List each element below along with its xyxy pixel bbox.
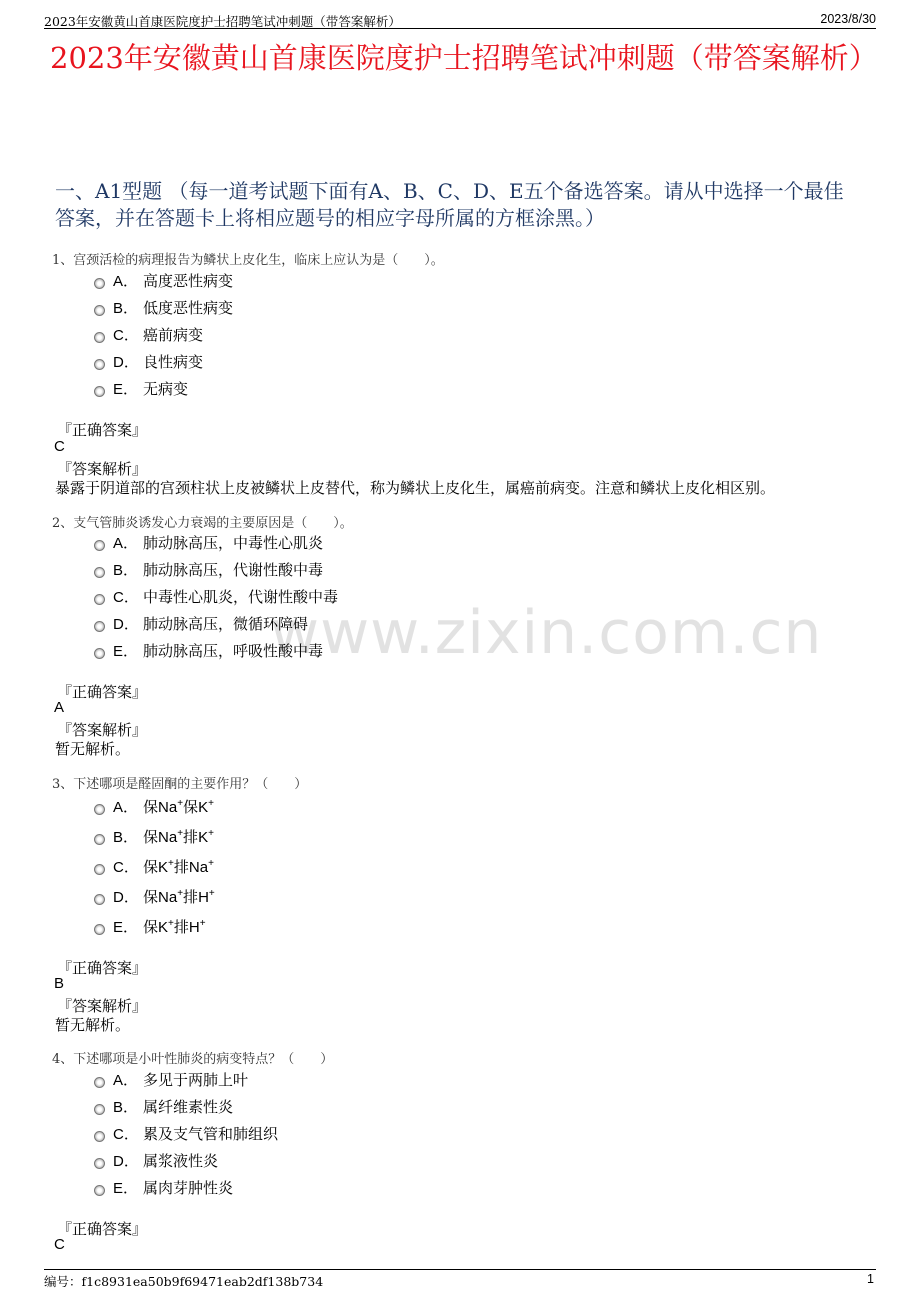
document-id: 编号：f1c8931ea50b9f69471eab2df138b734	[44, 1274, 324, 1289]
option-text: 累及支气管和肺组织	[143, 1125, 279, 1143]
analysis-text: 暴露于阴道部的宫颈柱状上皮被鳞状上皮替代，称为鳞状上皮化生，属癌前病变。注意和鳞状上皮化相区别。	[55, 479, 776, 497]
option-row[interactable]	[94, 613, 308, 634]
question-stem: 1、宫颈活检的病理报告为鳞状上皮化生，临床上应认为是（ ）。	[52, 253, 444, 268]
option-row[interactable]	[94, 1123, 278, 1144]
option-text: 属纤维素性炎	[143, 1098, 234, 1116]
option-text: 保K+排Na+	[143, 858, 214, 876]
radio-icon[interactable]	[94, 864, 105, 875]
correct-answer-value: C	[54, 438, 65, 455]
radio-icon[interactable]	[94, 804, 105, 815]
radio-icon[interactable]	[94, 1158, 105, 1169]
option-letter: A．	[113, 273, 139, 290]
option-row[interactable]	[94, 297, 233, 318]
radio-icon[interactable]	[94, 305, 105, 316]
analysis-text: 暂无解析。	[55, 1016, 131, 1034]
option-letter: E．	[113, 643, 139, 660]
option-row[interactable]	[94, 826, 214, 847]
option-text: 癌前病变	[143, 326, 204, 344]
option-text: 肺动脉高压，呼吸性酸中毒	[143, 642, 324, 660]
option-letter: C．	[113, 327, 139, 344]
option-letter: C．	[113, 859, 139, 876]
page-footer	[44, 1269, 876, 1294]
option-row[interactable]	[94, 378, 188, 399]
section-heading: 一、A1型题 （每一道考试题下面有A、B、C、D、E五个备选答案。请从中选择一个最佳答案，并在答题卡上将相应题号的相应字母所属的方框涂黑。）	[55, 179, 844, 230]
radio-icon[interactable]	[94, 386, 105, 397]
option-row[interactable]	[94, 1177, 233, 1198]
analysis-label: 『答案解析』	[57, 460, 148, 478]
option-text: 高度恶性病变	[143, 272, 234, 290]
option-letter: D．	[113, 616, 139, 633]
radio-icon[interactable]	[94, 1077, 105, 1088]
option-text: 保K+排H+	[143, 918, 206, 936]
option-letter: E．	[113, 919, 139, 936]
option-letter: B．	[113, 829, 139, 846]
analysis-text: 暂无解析。	[55, 740, 131, 758]
option-letter: A．	[113, 535, 139, 552]
option-letter: D．	[113, 1153, 139, 1170]
option-text: 肺动脉高压，中毒性心肌炎	[143, 534, 324, 552]
option-row[interactable]	[94, 559, 323, 580]
option-text: 肺动脉高压，微循环障碍	[143, 615, 309, 633]
option-text: 肺动脉高压，代谢性酸中毒	[143, 561, 324, 579]
option-letter: D．	[113, 354, 139, 371]
option-text: 良性病变	[143, 353, 204, 371]
option-letter: B．	[113, 300, 139, 317]
radio-icon[interactable]	[94, 648, 105, 659]
option-row[interactable]	[94, 916, 206, 937]
option-text: 无病变	[143, 380, 189, 398]
option-letter: A．	[113, 799, 139, 816]
radio-icon[interactable]	[94, 621, 105, 632]
option-row[interactable]	[94, 1150, 218, 1171]
correct-answer-value: B	[54, 975, 65, 992]
question-stem: 2、支气管肺炎诱发心力衰竭的主要原因是（ ）。	[52, 516, 353, 531]
radio-icon[interactable]	[94, 594, 105, 605]
header-title: 2023年安徽黄山首康医院度护士招聘笔试冲刺题（带答案解析）	[44, 14, 401, 29]
page-header	[44, 10, 876, 29]
option-text: 中毒性心肌炎，代谢性酸中毒	[143, 588, 339, 606]
document-title: 2023年安徽黄山首康医院度护士招聘笔试冲刺题（带答案解析）	[50, 41, 878, 75]
option-row[interactable]	[94, 324, 203, 345]
option-text: 低度恶性病变	[143, 299, 234, 317]
option-letter: C．	[113, 1126, 139, 1143]
correct-answer-label: 『正确答案』	[57, 1220, 148, 1238]
option-text: 属肉芽肿性炎	[143, 1179, 234, 1197]
correct-answer-label: 『正确答案』	[57, 421, 148, 439]
option-row[interactable]	[94, 351, 203, 372]
option-text: 保Na+排H+	[143, 888, 215, 906]
option-row[interactable]	[94, 1096, 233, 1117]
question-stem: 3、下述哪项是醛固酮的主要作用？（ ）	[52, 777, 308, 792]
option-letter: B．	[113, 562, 139, 579]
option-letter: E．	[113, 1180, 139, 1197]
option-row[interactable]	[94, 532, 323, 553]
option-text: 保Na+排K+	[143, 828, 214, 846]
radio-icon[interactable]	[94, 924, 105, 935]
option-row[interactable]	[94, 640, 323, 661]
option-text: 属浆液性炎	[143, 1152, 219, 1170]
header-date: 2023/8/30	[820, 12, 876, 26]
radio-icon[interactable]	[94, 834, 105, 845]
page-number: 1	[867, 1272, 874, 1286]
radio-icon[interactable]	[94, 332, 105, 343]
correct-answer-label: 『正确答案』	[57, 683, 148, 701]
option-row[interactable]	[94, 796, 214, 817]
option-row[interactable]	[94, 270, 233, 291]
analysis-label: 『答案解析』	[57, 997, 148, 1015]
correct-answer-value: C	[54, 1236, 65, 1253]
radio-icon[interactable]	[94, 1131, 105, 1142]
watermark: www.zixin.com.cn	[270, 598, 823, 668]
option-letter: B．	[113, 1099, 139, 1116]
option-letter: D．	[113, 889, 139, 906]
correct-answer-label: 『正确答案』	[57, 959, 148, 977]
option-row[interactable]	[94, 856, 214, 877]
option-letter: A．	[113, 1072, 139, 1089]
option-row[interactable]	[94, 886, 215, 907]
radio-icon[interactable]	[94, 278, 105, 289]
option-letter: E．	[113, 381, 139, 398]
correct-answer-value: A	[54, 699, 65, 716]
radio-icon[interactable]	[94, 540, 105, 551]
option-letter: C．	[113, 589, 139, 606]
radio-icon[interactable]	[94, 894, 105, 905]
radio-icon[interactable]	[94, 1104, 105, 1115]
question-stem: 4、下述哪项是小叶性肺炎的病变特点？（ ）	[52, 1052, 334, 1067]
radio-icon[interactable]	[94, 567, 105, 578]
option-text: 保Na+保K+	[143, 798, 214, 816]
option-text: 多见于两肺上叶	[143, 1071, 249, 1089]
analysis-label: 『答案解析』	[57, 721, 148, 739]
option-row[interactable]	[94, 586, 338, 607]
option-row[interactable]	[94, 1069, 248, 1090]
radio-icon[interactable]	[94, 1185, 105, 1196]
radio-icon[interactable]	[94, 359, 105, 370]
